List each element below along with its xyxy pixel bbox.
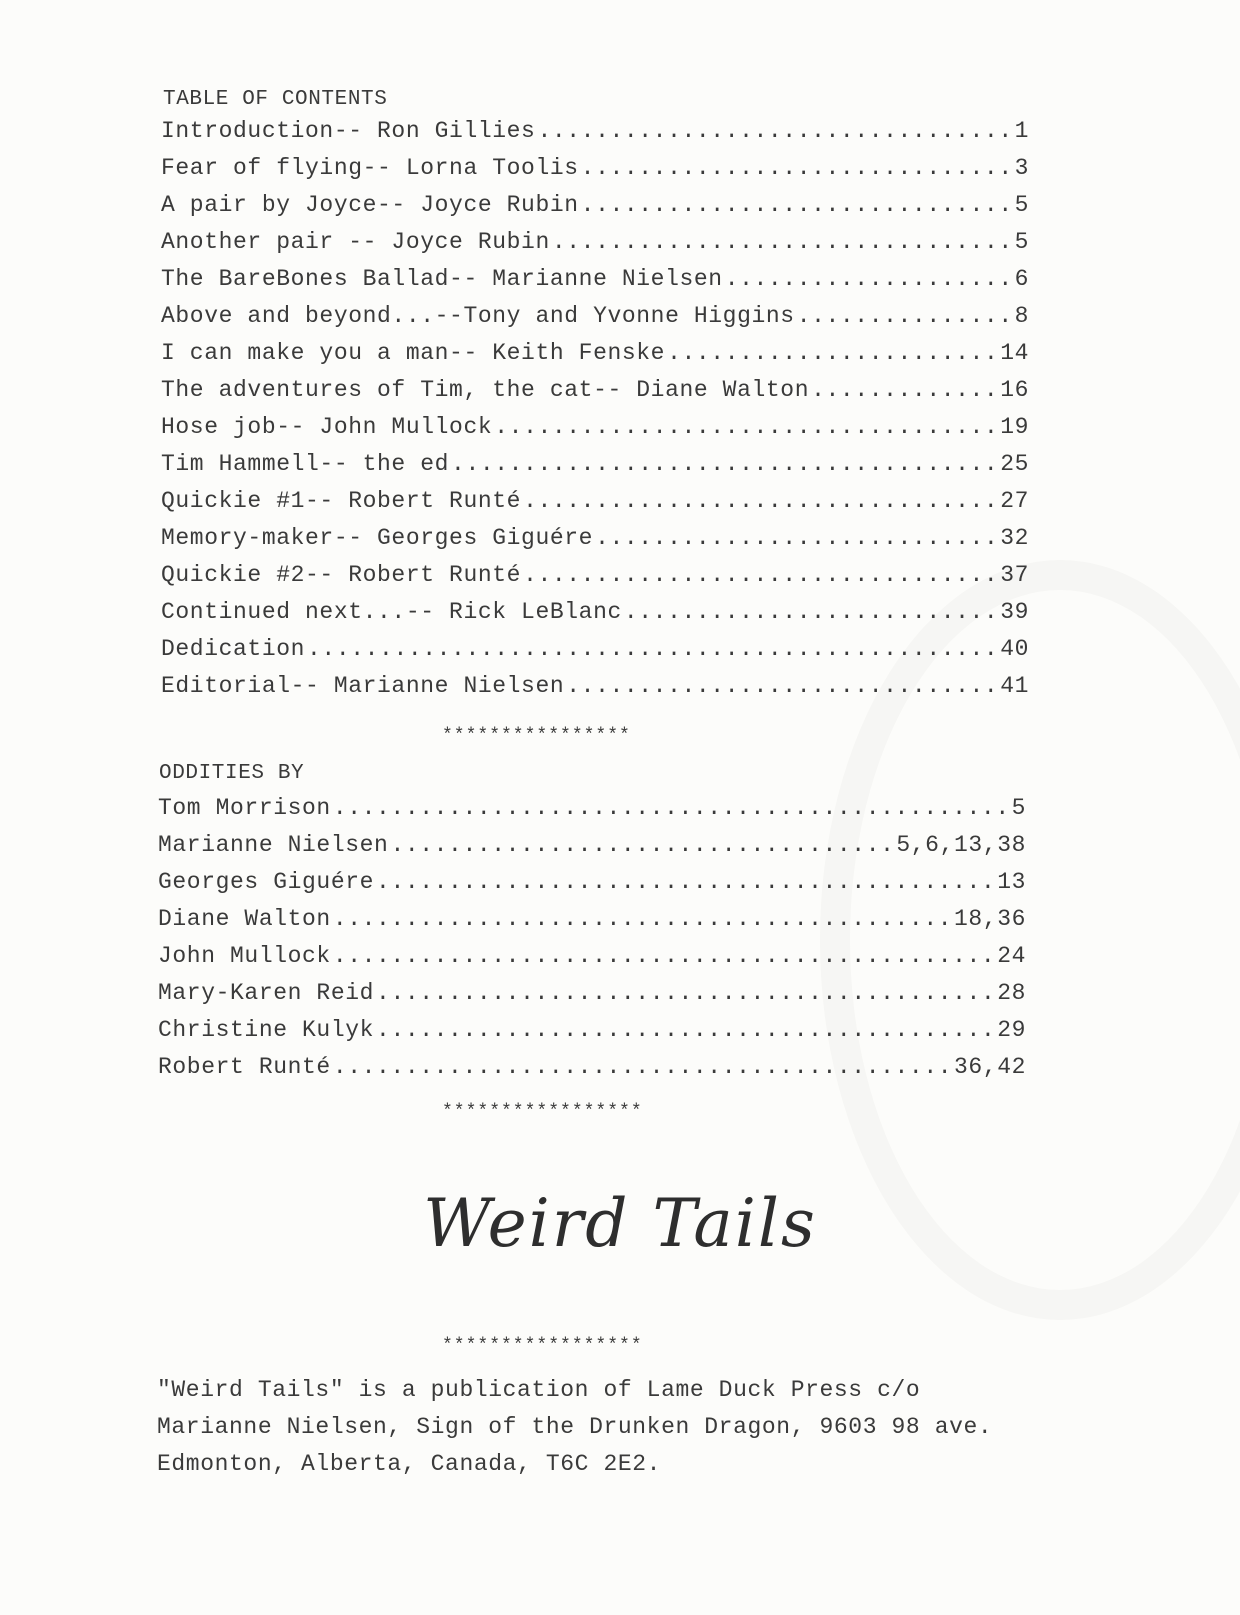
toc-entry-page: 39 [1000,599,1029,625]
toc-entry-title: Continued next...-- Rick LeBlanc [161,599,622,625]
oddities-entry-name: Diane Walton [158,906,331,932]
separator-stars: ***************** [442,1102,643,1122]
dot-leader [333,1054,952,1080]
dot-leader [537,118,1012,144]
oddities-entry-name: Marianne Nielsen [158,832,389,858]
toc-entry-page: 14 [1000,340,1029,366]
oddities-list [158,795,1026,1091]
dot-leader [624,599,998,625]
dot-leader [581,155,1013,181]
separator-stars: **************** [442,726,631,746]
dot-leader [333,795,1010,821]
oddities-entry [158,1054,1026,1091]
dot-leader [307,636,998,662]
toc-entry [161,118,1029,155]
oddities-entry [158,869,1026,906]
toc-entry-title: Hose job-- John Mullock [161,414,493,440]
dot-leader [811,377,998,403]
dot-leader [451,451,998,477]
colophon-line: Edmonton, Alberta, Canada, T6C 2E2. [157,1451,662,1477]
oddities-entry [158,943,1026,980]
toc-entry-title: Editorial-- Marianne Nielsen [161,673,565,699]
oddities-entry [158,795,1026,832]
toc-entry [161,414,1029,451]
oddities-entry [158,906,1026,943]
dot-leader [333,943,995,969]
oddities-entry-pages: 18,36 [953,906,1026,932]
toc-entry [161,488,1029,525]
dot-leader [566,673,998,699]
dot-leader [333,906,952,932]
toc-entry-title: The BareBones Ballad-- Marianne Nielsen [161,266,723,292]
toc-entry-title: Introduction-- Ron Gillies [161,118,536,144]
toc-entry-title: Memory-maker-- Georges Giguére [161,525,594,551]
toc-entry-title: Quickie #2-- Robert Runté [161,562,522,588]
toc-entry [161,192,1029,229]
dot-leader [595,525,998,551]
toc-entry [161,229,1029,266]
oddities-entry-pages: 24 [997,943,1026,969]
oddities-entry-name: Mary-Karen Reid [158,980,375,1006]
toc-entry-page: 16 [1000,377,1029,403]
dot-leader [667,340,998,366]
toc-entry-page: 8 [1014,303,1029,329]
oddities-entry-pages: 36,42 [953,1054,1026,1080]
toc-entry [161,340,1029,377]
oddities-entry-name: Georges Giguére [158,869,375,895]
magazine-logo: Weird Tails [423,1185,817,1262]
toc-entry-page: 41 [1000,673,1029,699]
oddities-entry [158,980,1026,1017]
dot-leader [797,303,1013,329]
toc-entry-page: 32 [1000,525,1029,551]
toc-entry [161,451,1029,488]
toc-entry-title: Tim Hammell-- the ed [161,451,450,477]
dot-leader [376,869,995,895]
toc-entry-title: The adventures of Tim, the cat-- Diane Walton [161,377,810,403]
toc-entry [161,266,1029,303]
separator-stars: ***************** [442,1336,643,1356]
oddities-heading: ODDITIES BY [159,762,305,785]
toc-entry [161,562,1029,599]
toc-entry-page: 1 [1014,118,1029,144]
toc-entry [161,525,1029,562]
toc-entry-title: Above and beyond...--Tony and Yvonne Higgins [161,303,795,329]
dot-leader [725,266,1013,292]
dot-leader [581,192,1013,218]
toc-entry [161,303,1029,340]
toc-entry-title: A pair by Joyce-- Joyce Rubin [161,192,579,218]
oddities-entry-pages: 28 [997,980,1026,1006]
toc-entry-page: 37 [1000,562,1029,588]
oddities-entry-name: Tom Morrison [158,795,331,821]
toc-entry-title: Dedication [161,636,306,662]
dot-leader [523,488,998,514]
oddities-entry-pages: 13 [997,869,1026,895]
oddities-entry [158,1017,1026,1054]
toc-entry-page: 19 [1000,414,1029,440]
toc-entry-title: Quickie #1-- Robert Runté [161,488,522,514]
toc-entry-page: 5 [1014,192,1029,218]
dot-leader [376,1017,995,1043]
dot-leader [523,562,998,588]
toc-entry-page: 25 [1000,451,1029,477]
dot-leader [494,414,998,440]
dot-leader [552,229,1013,255]
oddities-entry-pages: 5,6,13,38 [896,832,1026,858]
toc-entry-title: Fear of flying-- Lorna Toolis [161,155,579,181]
toc-list [161,118,1029,710]
dot-leader [390,832,894,858]
toc-entry [161,377,1029,414]
oddities-entry-name: Robert Runté [158,1054,331,1080]
toc-entry-page: 27 [1000,488,1029,514]
toc-entry [161,673,1029,710]
toc-entry-page: 40 [1000,636,1029,662]
oddities-entry-pages: 29 [997,1017,1026,1043]
dot-leader [376,980,995,1006]
toc-heading: TABLE OF CONTENTS [163,88,388,111]
colophon [157,1372,1057,1483]
oddities-entry [158,832,1026,869]
toc-entry-title: I can make you a man-- Keith Fenske [161,340,666,366]
toc-entry-page: 5 [1014,229,1029,255]
oddities-entry-pages: 5 [1011,795,1026,821]
toc-entry [161,155,1029,192]
colophon-line: Marianne Nielsen, Sign of the Drunken Dragon, 9603 98 ave. [157,1414,993,1440]
toc-entry-page: 6 [1014,266,1029,292]
oddities-entry-name: John Mullock [158,943,331,969]
toc-entry [161,599,1029,636]
oddities-entry-name: Christine Kulyk [158,1017,375,1043]
toc-entry-title: Another pair -- Joyce Rubin [161,229,550,255]
colophon-line: "Weird Tails" is a publication of Lame Duck Press c/o [157,1377,921,1403]
toc-entry-page: 3 [1014,155,1029,181]
toc-entry [161,636,1029,673]
